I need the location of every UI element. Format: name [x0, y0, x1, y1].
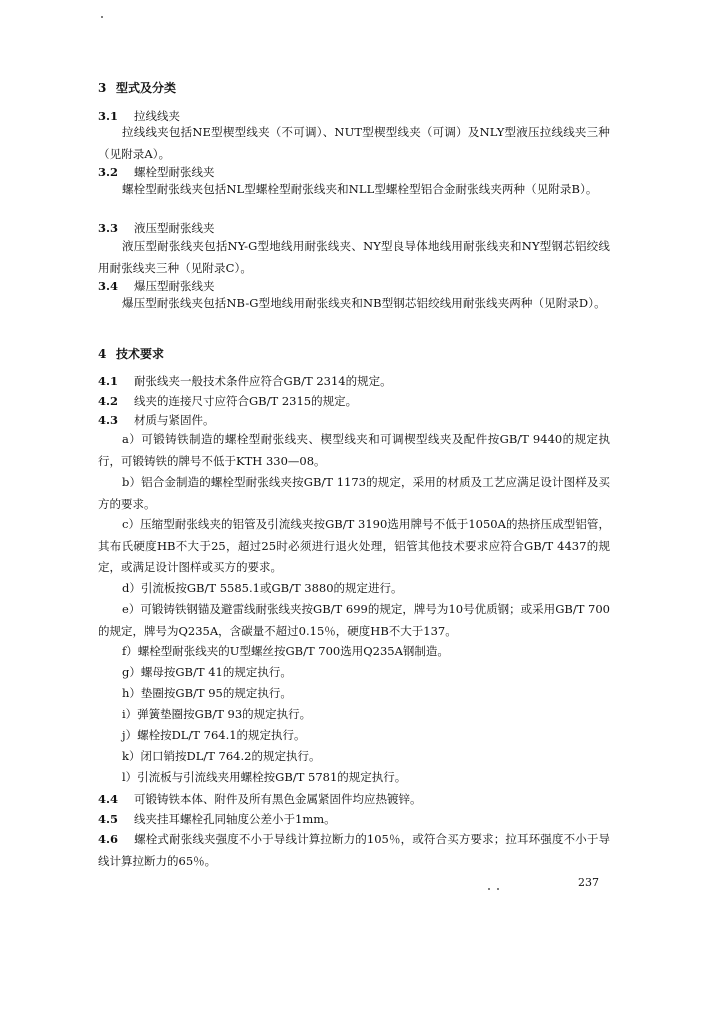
clause-title: 螺栓型耐张线夹: [134, 165, 215, 179]
clause-number: 3.2: [98, 165, 119, 179]
clause-3-2-heading: [98, 164, 215, 180]
clause-4-4: [98, 789, 610, 811]
clause-title: 拉线线夹: [134, 109, 180, 123]
clause-number: 4.6: [98, 832, 119, 846]
clause-number: 4.3: [98, 413, 119, 427]
clause-4-1: [98, 371, 610, 393]
clause-3-3-heading: [98, 220, 215, 236]
clause-4-5: [98, 809, 610, 831]
clause-text: 线夹挂耳螺栓孔同轴度公差小于1mm。: [134, 812, 336, 826]
section-4-heading: [98, 346, 164, 362]
clause-number: 3.1: [98, 109, 119, 123]
clause-text: 可锻铸铁本体、附件及所有黑色金属紧固件均应热镀锌。: [134, 792, 422, 806]
clause-text: 线夹的连接尺寸应符合GB/T 2315的规定。: [134, 394, 358, 408]
list-item-c: c）压缩型耐张线夹的铝管及引流线夹按GB/T 3190选用牌号不低于1050A的热挤压成型铝管，其布氏硬度HB不大于25，超过25时必须进行退火处理，铝管其他技术要求应符合GB/T 4437的规定，或满足设计图样或买方的要求。: [98, 517, 610, 574]
list-item-h: h）垫圈按GB/T 95的规定执行。: [122, 686, 292, 700]
clause-text: 材质与紧固件。: [134, 413, 215, 427]
clause-number: 4.5: [98, 812, 119, 826]
section-3-heading: [98, 80, 176, 96]
clause-number: 4.2: [98, 394, 119, 408]
clause-3-4-text: 爆压型耐张线夹包括NB-G型地线用耐张线夹和NB型钢芯铝绞线用耐张线夹两种（见附录D）。: [122, 296, 606, 310]
list-item-a: a）可锻铸铁制造的螺栓型耐张线夹、楔型线夹和可调楔型线夹及配件按GB/T 9440的规定执行，可锻铸铁的牌号不低于KTH 330—08。: [98, 432, 610, 468]
list-item-f: f）螺栓型耐张线夹的U型螺丝按GB/T 700选用Q235A钢制造。: [122, 644, 449, 658]
list-item-j: j）螺栓按DL/T 764.1的规定执行。: [122, 728, 306, 742]
clause-title: 爆压型耐张线夹: [134, 279, 215, 293]
list-item-b: b）铝合金制造的螺栓型耐张线夹按GB/T 1173的规定，采用的材质及工艺应满足设计图样及买方的要求。: [98, 475, 610, 511]
clause-number: 4.1: [98, 374, 119, 388]
list-item-g: g）螺母按GB/T 41的规定执行。: [122, 665, 292, 679]
clause-text: 螺栓式耐张线夹强度不小于导线计算拉断力的105％，或符合买方要求；拉耳环强度不小于导线计算拉断力的65％。: [98, 832, 610, 868]
list-item-d: d）引流板按GB/T 5585.1或GB/T 3880的规定进行。: [122, 581, 403, 595]
clause-number: 3.4: [98, 279, 119, 293]
section-number: 3: [98, 81, 107, 95]
list-item-k: k）闭口销按DL/T 764.2的规定执行。: [122, 749, 321, 763]
clause-3-3-text: 液压型耐张线夹包括NY-G型地线用耐张线夹、NY型良导体地线用耐张线夹和NY型钢芯铝绞线用耐张线夹三种（见附录C）。: [98, 239, 610, 275]
page-number: 237: [578, 876, 599, 889]
clause-3-4-heading: [98, 278, 215, 294]
list-item-l: l）引流板与引流线夹用螺栓按GB/T 5781的规定执行。: [122, 770, 407, 784]
clause-text: 耐张线夹一般技术条件应符合GB/T 2314的规定。: [134, 374, 392, 388]
section-title: 型式及分类: [116, 81, 177, 95]
clause-title: 液压型耐张线夹: [134, 221, 215, 235]
scan-speck: [101, 16, 103, 18]
list-item-i: i）弹簧垫圈按GB/T 93的规定执行。: [122, 707, 312, 721]
section-number: 4: [98, 347, 107, 361]
clause-number: 4.4: [98, 792, 119, 806]
scan-speck: [488, 888, 490, 890]
clause-4-6: [98, 829, 610, 872]
scan-speck: [497, 888, 499, 890]
section-title: 技术要求: [116, 347, 165, 361]
clause-number: 3.3: [98, 221, 119, 235]
list-item-e: e）可锻铸铁钢锚及避雷线耐张线夹按GB/T 699的规定，牌号为10号优质钢；或采用GB/T 700的规定，牌号为Q235A，含碳量不超过0.15％，硬度HB不大于137。: [98, 602, 610, 638]
clause-3-1-text: 拉线线夹包括NE型楔型线夹（不可调）、NUT型楔型线夹（可调）及NLY型液压拉线线夹三种（见附录A）。: [98, 125, 610, 161]
clause-3-2-text: 螺栓型耐张线夹包括NL型螺栓型耐张线夹和NLL型螺栓型铝合金耐张线夹两种（见附录B）。: [122, 182, 598, 196]
